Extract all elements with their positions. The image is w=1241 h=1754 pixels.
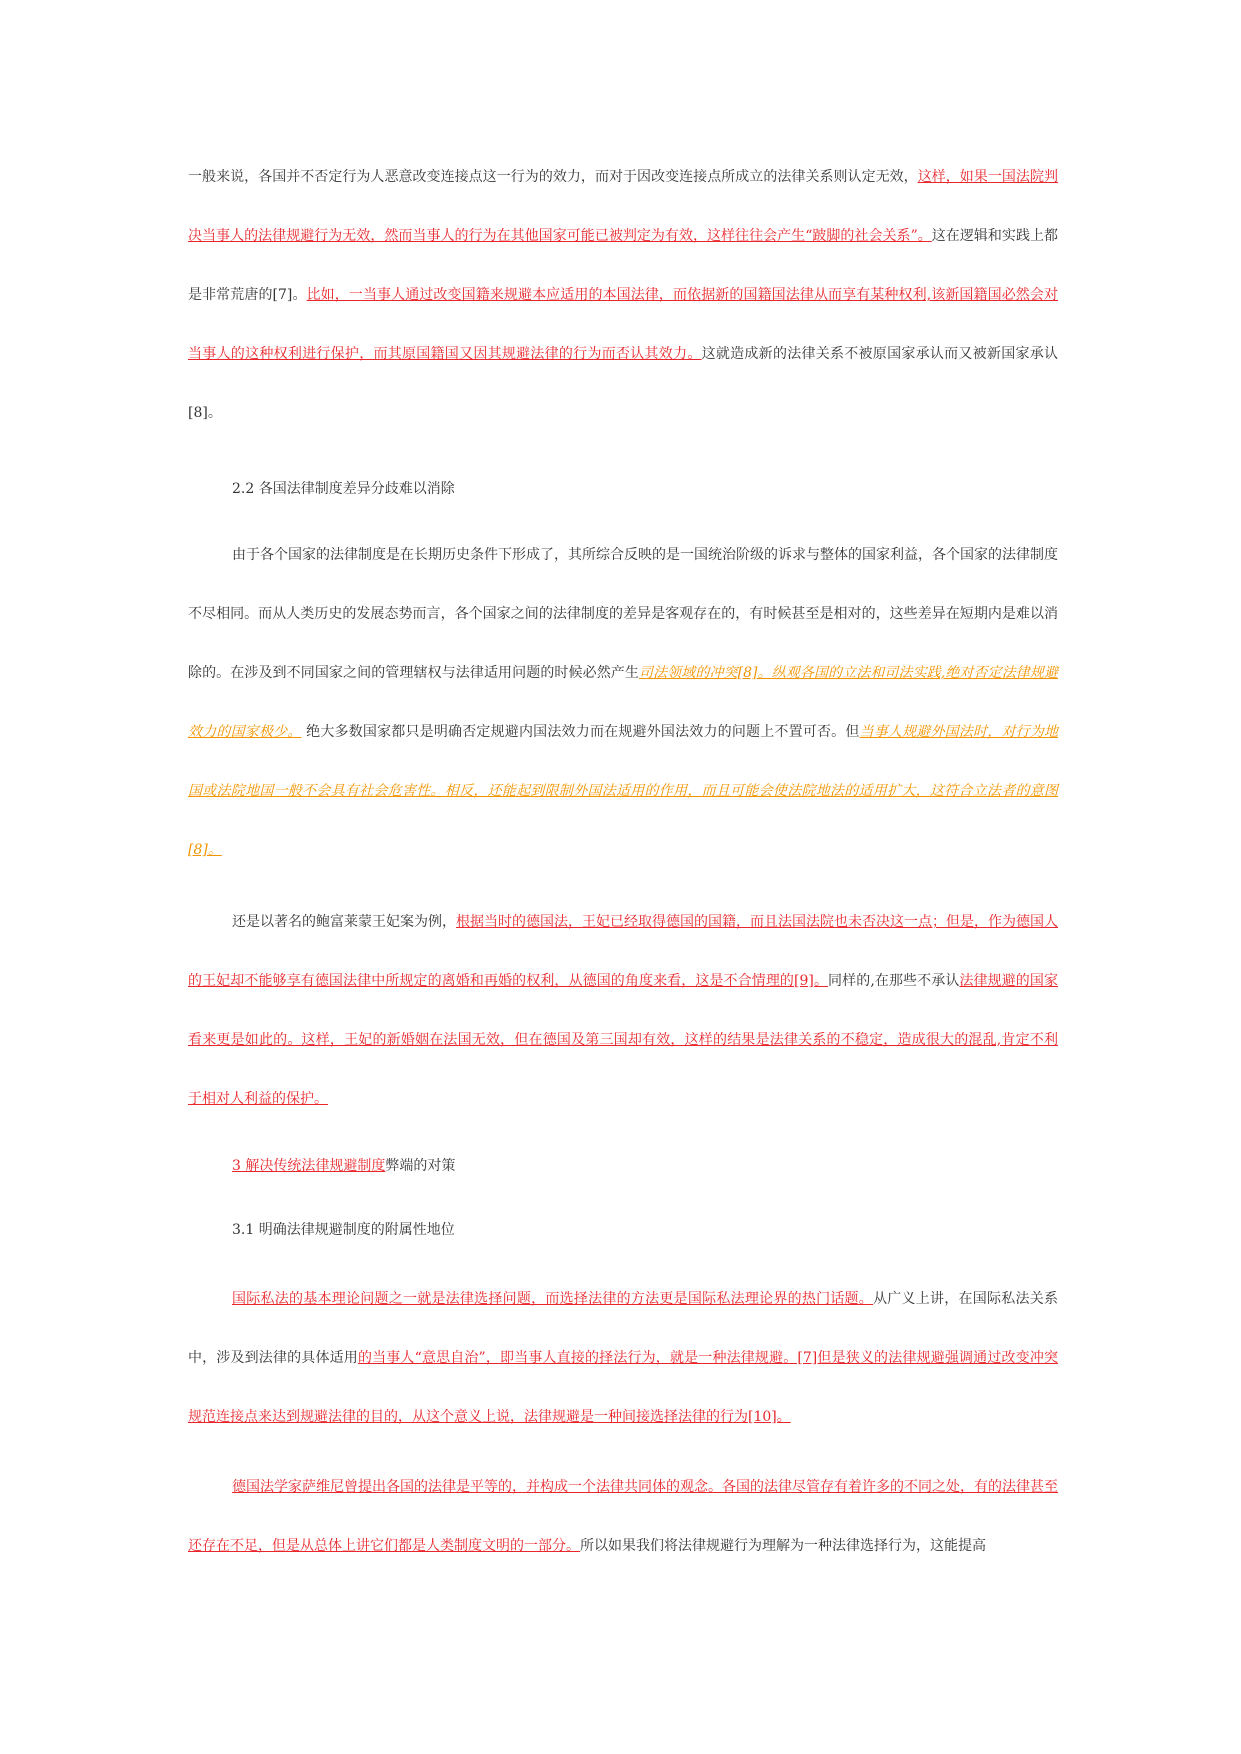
p5-highlight-1: 德国法学家萨维尼曾提出各国的法律是平等的，并构成一个法律共同体的观念。各国的法律尽管存有着许多的不同之处，有的法律甚至还存在不足，但是从总体上讲它们都是人类制度文明的一部分。: [188, 1479, 1058, 1554]
p1-text-3: 这就造成新的法律关系不被原国家承认而又被新国家承认[8]。: [188, 346, 1059, 421]
paragraph-1: [188, 148, 1058, 443]
p2-highlight-1: 司法领域的冲突[8]。纵观各国的立法和司法实践,绝对否定法律规避效力的国家极少。: [188, 665, 1058, 740]
p1-text-1: 一般来说，各国并不否定行为人恶意改变连接点这一行为的效力，而对于因改变连接点所成立的法律关系则认定无效，: [188, 169, 918, 185]
p2-text-1: 由于各个国家的法律制度是在长期历史条件下形成了，其所综合反映的是一国统治阶级的诉求与整体的国家利益，各个国家的法律制度不尽相同。而从人类历史的发展态势而言，各个国家之间的法律制度的差异是客观存在的，有时候甚至是相对的，这些差异在短期内是难以消除的。在涉及到不同国家之间的管理辖权与法律适用问题的时候必然产生: [188, 547, 1058, 681]
p4-highlight-2: 的当事人“意思自治”，即当事人直接的择法行为，就是一种法律规避。[7]但是狭义的法律规避强调通过改变冲突规范连接点来达到规避法律的目的，从这个意义上说，法律规避是一种间接选择法律的行为[10]。: [188, 1350, 1058, 1425]
paragraph-5: [188, 1458, 1058, 1576]
h3-highlight: 3 解决传统法律规避制度: [232, 1158, 386, 1174]
paragraph-4: [188, 1270, 1058, 1447]
p3-text-2: 同样的,在那些不承认: [828, 973, 960, 989]
section-heading-3-1: 3.1 明确法律规避制度的附属性地位: [232, 1222, 455, 1238]
paragraph-3: [188, 893, 1058, 1129]
h3-text: 弊端的对策: [385, 1158, 456, 1174]
p4-text-1: 从广义上讲，在国际私法关系中，涉及到法律的具体适用: [188, 1291, 1059, 1366]
p4-highlight-1: 国际私法的基本理论问题之一就是法律选择问题，而选择法律的方法更是国际私法理论界的热门话题。: [232, 1291, 874, 1307]
p3-highlight-1: 根据当时的德国法，王妃已经取得德国的国籍，而且法国法院也未否决这一点；但是，作为德国人的王妃却不能够享有德国法律中所规定的离婚和再婚的权利，从德国的角度来看，这是不合情理的[9]。: [188, 914, 1058, 989]
section-heading-2-2: 2.2 各国法律制度差异分歧难以消除: [232, 481, 455, 497]
p5-text-1: 所以如果我们将法律规避行为理解为一种法律选择行为，这能提高: [580, 1538, 986, 1554]
p1-text-2: 这在逻辑和实践上都是非常荒唐的[7]。: [188, 228, 1058, 303]
p2-text-2: 绝大多数国家都只是明确否定规避内国法效力而在规避外国法效力的问题上不置可否。但: [301, 724, 860, 740]
section-heading-3: [232, 1156, 455, 1176]
p1-highlight-2: 比如，一当事人通过改变国籍来规避本应适用的本国法律，而依据新的国籍国法律从而享有某种权利,该新国籍国必然会对当事人的这种权利进行保护，而其原国籍国又因其规避法律的行为而否认其效力。: [188, 287, 1058, 362]
p1-highlight-1: 这样，如果一国法院判决当事人的法律规避行为无效，然而当事人的行为在其他国家可能已被判定为有效，这样往往会产生“跛脚的社会关系”。: [188, 169, 1058, 244]
p3-text-1: 还是以著名的鲍富莱蒙王妃案为例，: [232, 914, 456, 930]
p2-highlight-2: 当事人规避外国法时，对行为地国或法院地国一般不会具有社会危害性。相反，还能起到限制外国法适用的作用，而且可能会使法院地法的适用扩大，这符合立法者的意图[8]。: [188, 724, 1059, 858]
p3-highlight-2: 法律规避的国家看来更是如此的。这样，王妃的新婚姻在法国无效，但在德国及第三国却有效，这样的结果是法律关系的不稳定，造成很大的混乱,肯定不利于相对人利益的保护。: [188, 973, 1058, 1107]
paragraph-2: [188, 526, 1058, 880]
